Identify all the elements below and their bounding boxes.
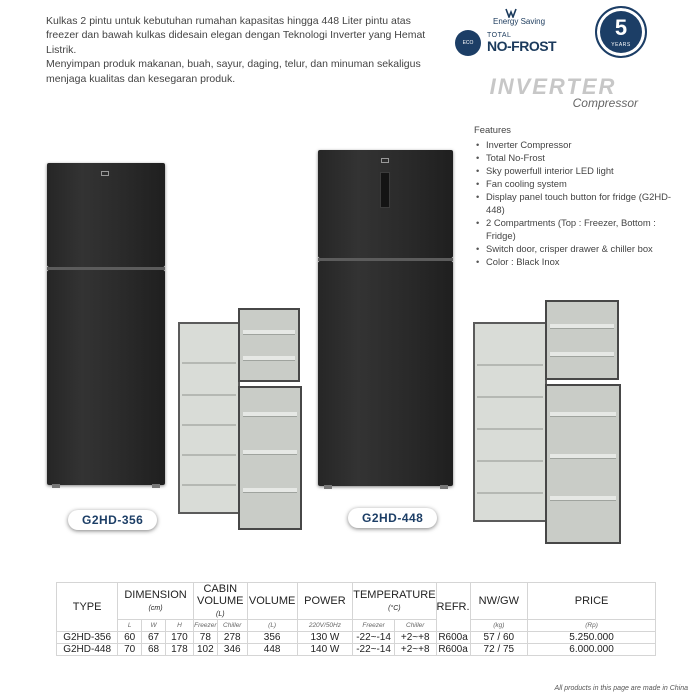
cell-power: 130 W [297,632,353,644]
fridge-356-foot [152,484,160,488]
fridge-356-freezer-door [47,163,165,267]
eco-seal-icon [455,30,481,56]
cell-type: G2HD-356 [57,632,118,644]
header-nwgw: NW/GW [470,583,528,620]
fridge-448-interior [473,322,547,522]
cell-refr: R600a [436,644,470,656]
door-rack [550,454,616,459]
interior-shelf [182,362,236,364]
interior-shelf [477,396,543,398]
warranty-years-label: YEARS [611,42,631,48]
header-volume: VOLUME [247,583,297,620]
subheader-temp-freezer: Freezer [353,620,395,632]
door-rack [550,324,614,329]
fridge-448-open-fridge-door [545,384,621,544]
intro-text [46,14,426,86]
fridge-448-foot [440,485,448,489]
intro-paragraph-1: Kulkas 2 pintu untuk kebutuhan rumahan kapasitas hingga 448 Liter pintu atas freezer dan bawah kulkas didesain elegan dengan Teknologi Inverter yang Hemat Listrik. [46,15,426,56]
cell-price: 5.250.000 [528,632,656,644]
features-title: Features [474,124,511,135]
header-cabin-volume-label: CABIN VOLUME [197,583,244,607]
subheader-cabin-chiller: Chiller [217,620,247,632]
interior-shelf [477,364,543,366]
fridge-356-fridge-door [47,270,165,485]
fridge-356-brand-icon [101,171,109,176]
interior-shelf [182,454,236,456]
cell-volume: 448 [247,644,297,656]
subheader-volume-unit: (L) [247,620,297,632]
cell-h: 170 [165,632,193,644]
cell-nwgw: 72 / 75 [470,644,528,656]
cell-power: 140 W [297,644,353,656]
interior-shelf [182,424,236,426]
cell-temp-chiller: +2~+8 [394,644,436,656]
subheader-cabin-freezer: Freezer [193,620,217,632]
fridge-448-foot [324,485,332,489]
cell-temp-freezer: -22~-14 [353,644,395,656]
subheader-l: L [118,620,142,632]
fridge-356-open-image [178,308,303,530]
table-subheader-row [57,620,656,632]
header-cabin-volume-unit: (L) [215,611,225,618]
inverter-compressor-logo [458,74,648,114]
energy-saving-badge [455,6,605,62]
fridge-356-open-freezer-door [238,308,300,382]
footnote: All products in this page are made in China [554,685,688,692]
features-items [474,139,674,269]
features-list [474,124,674,269]
feature-item: • Fan cooling system [474,178,674,191]
cell-price: 6.000.000 [528,644,656,656]
door-rack [243,450,297,455]
fridge-356-closed-image [47,163,165,485]
cell-cabin-freezer: 78 [193,632,217,644]
door-rack [550,496,616,501]
feature-item: • 2 Compartments (Top : Freezer, Bottom : Fridge) [474,217,674,243]
door-rack [243,330,295,335]
door-rack [550,352,614,357]
interior-shelf [477,460,543,462]
intro-paragraph-2: Menyimpan produk makanan, buah, sayur, daging, telur, dan minuman sekaligus menjaga kualitas dan kesegaran produk. [46,58,421,85]
fridge-356-open-fridge-door [238,386,302,530]
fridge-356-interior [178,322,240,514]
subheader-price-unit: (Rp) [528,620,656,632]
header-price: PRICE [528,583,656,620]
cell-l: 70 [118,644,142,656]
spec-table [56,582,656,656]
fridge-448-display-panel [380,172,390,208]
header-temperature [353,583,436,620]
subheader-temp-chiller: Chiller [394,620,436,632]
cell-cabin-chiller: 278 [217,632,247,644]
subheader-h: H [165,620,193,632]
cell-cabin-freezer: 102 [193,644,217,656]
header-type: TYPE [57,583,118,632]
warranty-seal [595,6,647,58]
cell-h: 178 [165,644,193,656]
feature-item: • Inverter Compressor [474,139,674,152]
no-frost-label: NO-FROST [487,38,557,54]
header-temperature-label: TEMPERATURE [353,589,436,601]
door-rack [243,412,297,417]
feature-item: • Total No-Frost [474,152,674,165]
table-row [57,644,656,656]
header-dimension [118,583,194,620]
warranty-years-number: 5 [614,15,628,40]
header-dimension-label: DIMENSION [124,589,187,601]
model-badge-448: G2HD-448 [348,508,437,528]
subheader-power-unit: 220V/50Hz [297,620,353,632]
cell-w: 67 [142,632,166,644]
door-rack [243,356,295,361]
inverter-title: INVERTER [489,74,617,99]
cell-refr: R600a [436,632,470,644]
header-dimension-unit: (cm) [148,605,163,612]
subheader-w: W [142,620,166,632]
eco-seal-label: ECO [462,39,474,46]
cell-temp-freezer: -22~-14 [353,632,395,644]
feature-item: • Switch door, crisper drawer & chiller box [474,243,674,256]
fridge-356-foot [52,484,60,488]
total-label: TOTAL [487,32,512,39]
table-row [57,632,656,644]
certification-badges [455,6,695,66]
fridge-448-brand-icon [381,158,389,163]
cell-cabin-chiller: 346 [217,644,247,656]
feature-item: • Sky powerfull interior LED light [474,165,674,178]
header-cabin-volume [193,583,247,620]
fridge-448-open-image [473,300,623,548]
model-badge-356: G2HD-356 [68,510,157,530]
fridge-448-closed-image [318,150,453,486]
feature-item: • Color : Black Inox [474,256,674,269]
interior-shelf [182,484,236,486]
interior-shelf [477,492,543,494]
interior-shelf [182,394,236,396]
cell-w: 68 [142,644,166,656]
fridge-448-open-freezer-door [545,300,619,380]
cell-l: 60 [118,632,142,644]
header-temperature-unit: (°C) [388,605,401,612]
cell-temp-chiller: +2~+8 [394,632,436,644]
interior-shelf [477,428,543,430]
header-refr: REFR. [436,583,470,632]
cell-volume: 356 [247,632,297,644]
energy-saving-label: Energy Saving [493,17,546,26]
feature-item: • Display panel touch button for fridge (G2HD-448) [474,191,674,217]
cell-type: G2HD-448 [57,644,118,656]
header-power: POWER [297,583,353,620]
door-rack [550,412,616,417]
door-rack [243,488,297,493]
cell-nwgw: 57 / 60 [470,632,528,644]
fridge-448-fridge-door [318,261,453,486]
table-header-row [57,583,656,620]
compressor-subtitle: Compressor [572,96,638,110]
subheader-nwgw-unit: (kg) [470,620,528,632]
